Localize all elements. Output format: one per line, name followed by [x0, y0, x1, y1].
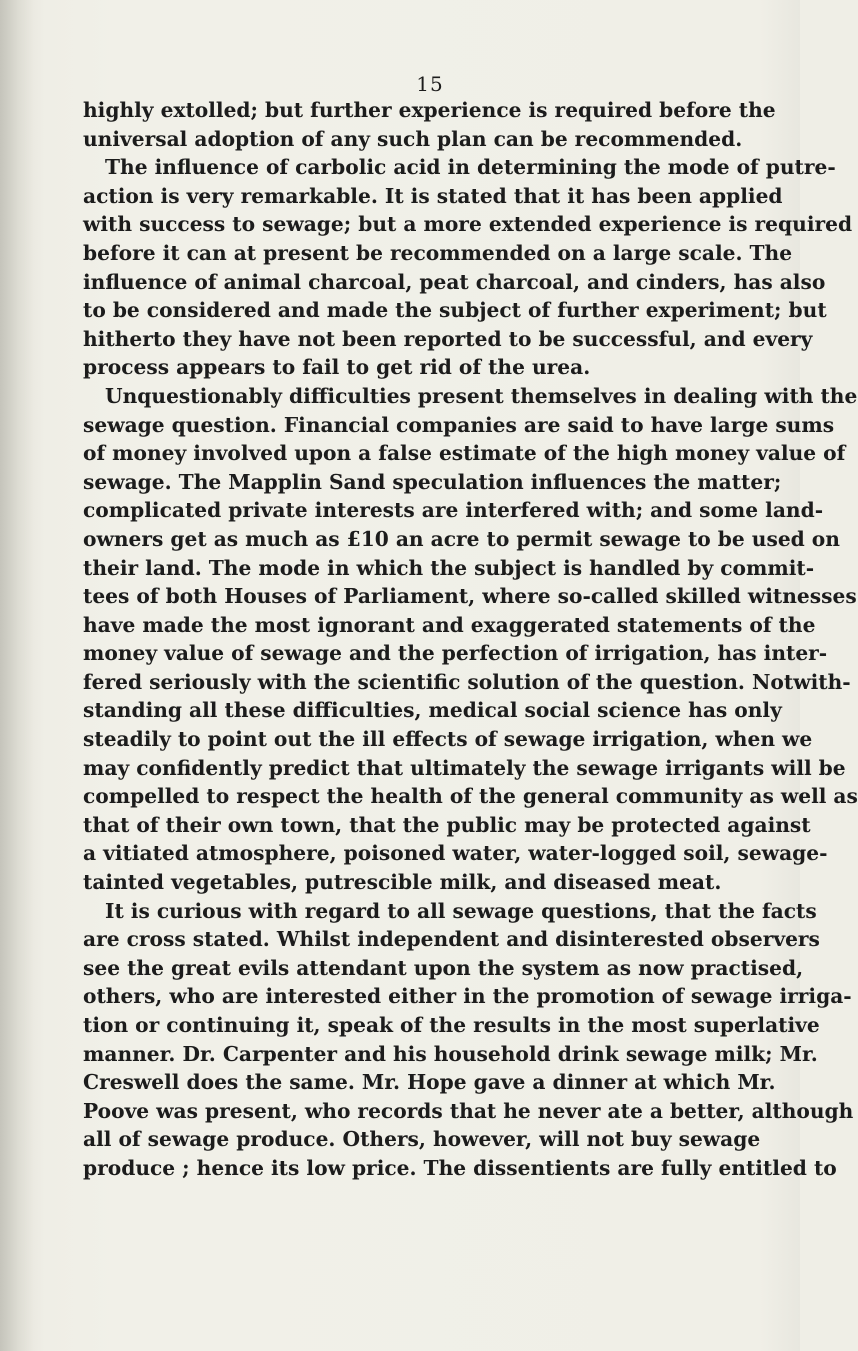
text-line: their land. The mode in which the subject is handled by commit-	[83, 555, 815, 580]
page-number: 15	[416, 72, 444, 96]
text-line: influence of animal charcoal, peat charcoal, and cinders, has also	[83, 269, 826, 294]
text-line: before it can at present be recommended on a large scale. The	[83, 240, 793, 265]
text-line: with success to sewage; but a more extended experience is required	[83, 212, 853, 237]
text-line: may confidently predict that ultimately the sewage irrigants will be	[83, 755, 846, 780]
text-line: of money involved upon a false estimate of the high money value of	[83, 441, 846, 466]
text-line: that of their own town, that the public may be protected against	[83, 812, 811, 837]
text-line: compelled to respect the health of the general community as well as	[83, 784, 858, 809]
text-line: manner. Dr. Carpenter and his household drink sewage milk; Mr.	[83, 1041, 818, 1066]
body-text	[83, 96, 858, 1183]
text-line: hitherto they have not been reported to be successful, and every	[83, 326, 813, 351]
text-line: tainted vegetables, putrescible milk, and diseased meat.	[83, 870, 722, 895]
text-line: to be considered and made the subject of further experiment; but	[83, 298, 827, 323]
text-line: others, who are interested either in the promotion of sewage irriga-	[83, 984, 852, 1009]
text-line: are cross stated. Whilst independent and disinterested observers	[83, 927, 820, 952]
text-line: all of sewage produce. Others, however, will not buy sewage	[83, 1127, 761, 1152]
text-line: tees of both Houses of Parliament, where so-called skilled witnesses	[83, 584, 857, 609]
text-line: It is curious with regard to all sewage questions, that the facts	[105, 898, 817, 923]
text-line: fered seriously with the scientific solution of the question. Notwith-	[83, 669, 851, 694]
text-line: action is very remarkable. It is stated that it has been applied	[83, 183, 783, 208]
text-line: Unquestionably difficulties present themselves in dealing with the	[105, 383, 858, 408]
text-line: steadily to point out the ill effects of sewage irrigation, when we	[83, 727, 813, 752]
text-line: highly extolled; but further experience is required before the	[83, 98, 776, 122]
text-line: universal adoption of any such plan can be recommended.	[83, 126, 743, 151]
page-gutter-shadow	[0, 0, 34, 1351]
text-line: a vitiated atmosphere, poisoned water, water-logged soil, sewage-	[83, 841, 828, 866]
text-line: money value of sewage and the perfection of irrigation, has inter-	[83, 641, 828, 666]
text-line: have made the most ignorant and exaggerated statements of the	[83, 612, 816, 637]
text-line: complicated private interests are interfered with; and some land-	[83, 498, 824, 523]
text-line: sewage. The Mapplin Sand speculation influences the matter;	[83, 469, 782, 494]
text-line: Poove was present, who records that he never ate a better, although	[83, 1098, 854, 1123]
text-line: see the great evils attendant upon the system as now practised,	[83, 955, 804, 980]
text-line: Creswell does the same. Mr. Hope gave a dinner at which Mr.	[83, 1070, 776, 1095]
text-line: tion or continuing it, speak of the results in the most superlative	[83, 1013, 820, 1037]
text-line: owners get as much as £10 an acre to permit sewage to be used on	[83, 526, 840, 551]
text-line: sewage question. Financial companies are said to have large sums	[83, 412, 835, 437]
text-line: The influence of carbolic acid in determining the mode of putre-	[105, 155, 836, 180]
text-line: process appears to fail to get rid of the urea.	[83, 355, 591, 380]
text-line: produce ; hence its low price. The dissentients are fully entitled to	[83, 1155, 837, 1180]
text-line: standing all these difficulties, medical social science has only	[83, 698, 782, 723]
